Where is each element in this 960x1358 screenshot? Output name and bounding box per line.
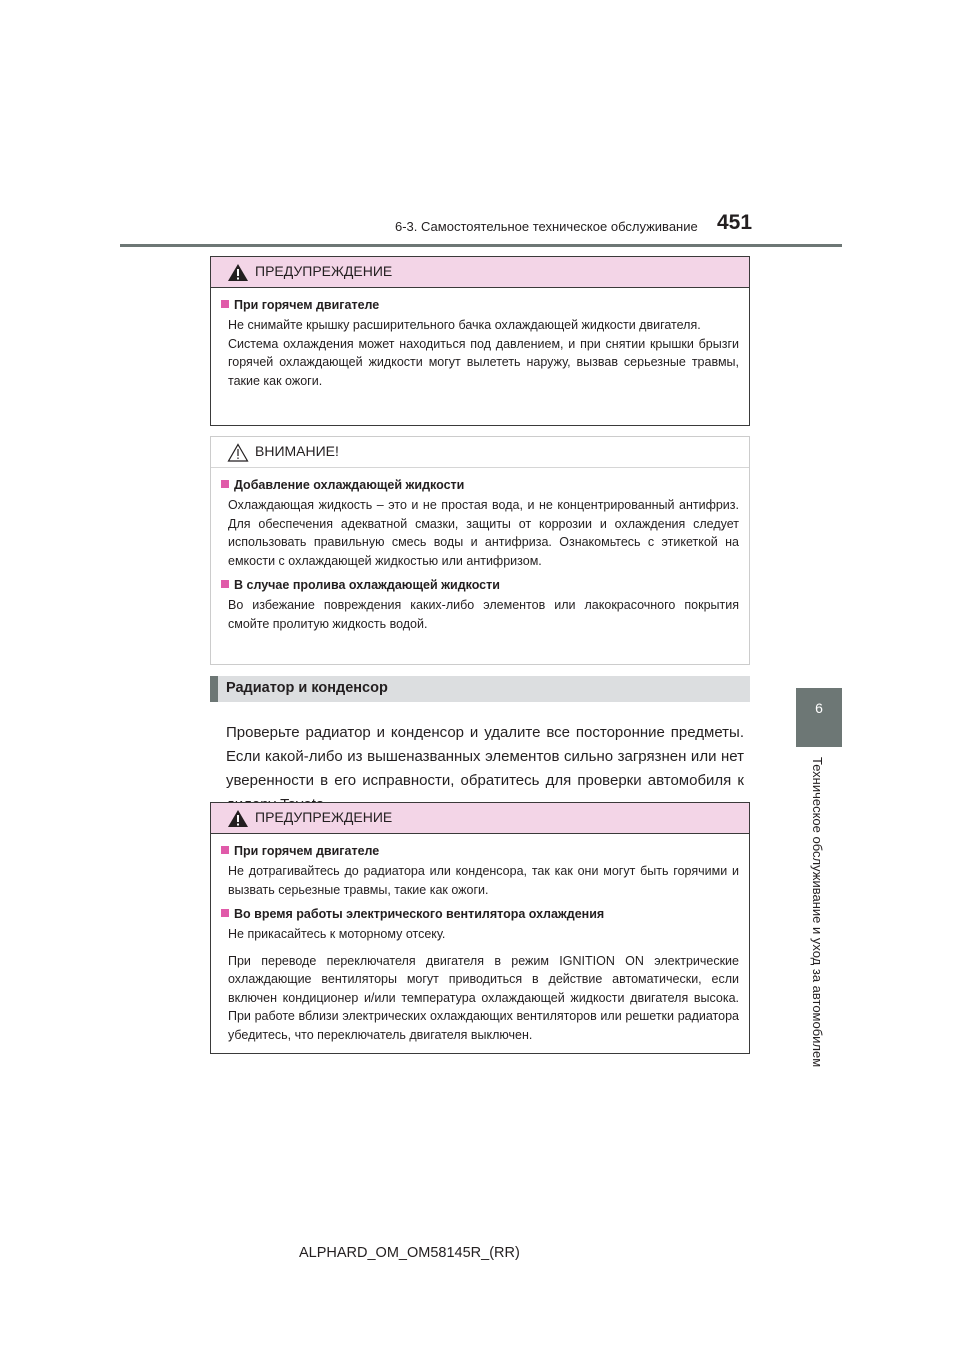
warning-item-text: Не снимайте крышку расширительного бачка охлаждающей жидкости двигателя.: [228, 318, 701, 332]
warning-triangle-icon: [227, 809, 249, 828]
warning-box-radiator: [210, 802, 750, 1054]
bullet-square-icon: [221, 846, 229, 854]
section-heading-bar: [210, 676, 750, 702]
warning-box-header: [211, 803, 749, 834]
warning-item-text: Не дотрагивайтесь до радиатора или конденсора, так как они могут быть горячими и вызвать серьезные травмы, такие как ожоги.: [228, 864, 739, 897]
warning-box-body: [211, 288, 749, 390]
section-body-text: Проверьте радиатор и конденсор и удалите все посторонние предметы. Если какой-либо из вышеназванных элементов сильно загрязнен или нет уверенности в его исправности, обратитесь для проверки автомобиля к: [226, 724, 744, 789]
bullet-square-icon: [221, 909, 229, 917]
header-section-title: 6-3. Самостоятельное техническое обслуживание: [395, 219, 698, 234]
caution-box-body: [211, 468, 749, 633]
warning-item-text: Система охлаждения может находиться под давлением, и при снятии крышки брызги горячей охлаждающей жидкости могут вылететь наружу, вызвав серьезные травмы, такие как ожоги.: [228, 336, 739, 388]
caution-item-heading: В случае пролива охлаждающей жидкости: [221, 578, 739, 592]
warning-item-text: При переводе переключателя двигателя в режим IGNITION ON электрические охлаждающие вентиляторы могут приводиться в действие автоматически, если включен кондиционер и/или температура охлаждающей жидкости двигателя высока. При работе вблизи электрических охлаждающих вентиляторов или решетки радиатора убедитесь, что переключатель двигателя выключен.: [228, 953, 739, 1042]
bullet-square-icon: [221, 480, 229, 488]
document-code: ALPHARD_OM_OM58145R_(RR): [299, 1245, 520, 1261]
caution-triangle-icon: [227, 443, 249, 462]
caution-box-header: [211, 437, 749, 468]
warning-item-heading: При горячем двигателе: [221, 844, 739, 858]
warning-triangle-icon: [227, 263, 249, 282]
chapter-tab[interactable]: [796, 688, 842, 747]
caution-box-title: ВНИМАНИЕ!: [255, 443, 339, 459]
warning-item-heading: Во время работы электрического вентилятора охлаждения: [221, 907, 739, 921]
section-title: Радиатор и конденсор: [226, 680, 388, 696]
warning-box-header: [211, 257, 749, 288]
warning-box-title: ПРЕДУПРЕЖДЕНИЕ: [255, 809, 393, 825]
chapter-number: 6: [815, 700, 823, 716]
caution-box-coolant: [210, 436, 750, 665]
chapter-label: Техническое обслуживание и уход за автомобилем: [810, 757, 825, 1068]
warning-item-text: Не прикасайтесь к моторному отсеку.: [228, 927, 446, 941]
caution-item-heading: Добавление охлаждающей жидкости: [221, 478, 739, 492]
warning-box-body: [211, 834, 749, 1044]
warning-box-engine-hot: [210, 256, 750, 426]
caution-item-text: Охлаждающая жидкость – это и не простая вода, и не концентрированный антифриз. Для обеспечения адекватной смазки, защиты от коррозии и охлаждения следует использовать правильную смесь воды и антифриза. Ознакомьтесь с этикеткой на емкости с охлаждающей жидкостью или антифризом.: [228, 498, 739, 568]
page-number: 451: [717, 211, 753, 234]
header-divider: [120, 244, 842, 247]
caution-item-text: Во избежание повреждения каких-либо элементов или лакокрасочного покрытия смойте пролитую жидкость водой.: [228, 598, 739, 631]
bullet-square-icon: [221, 300, 229, 308]
section-heading-accent: [210, 676, 218, 702]
bullet-square-icon: [221, 580, 229, 588]
warning-box-title: ПРЕДУПРЕЖДЕНИЕ: [255, 263, 393, 279]
warning-item-heading: При горячем двигателе: [221, 298, 739, 312]
